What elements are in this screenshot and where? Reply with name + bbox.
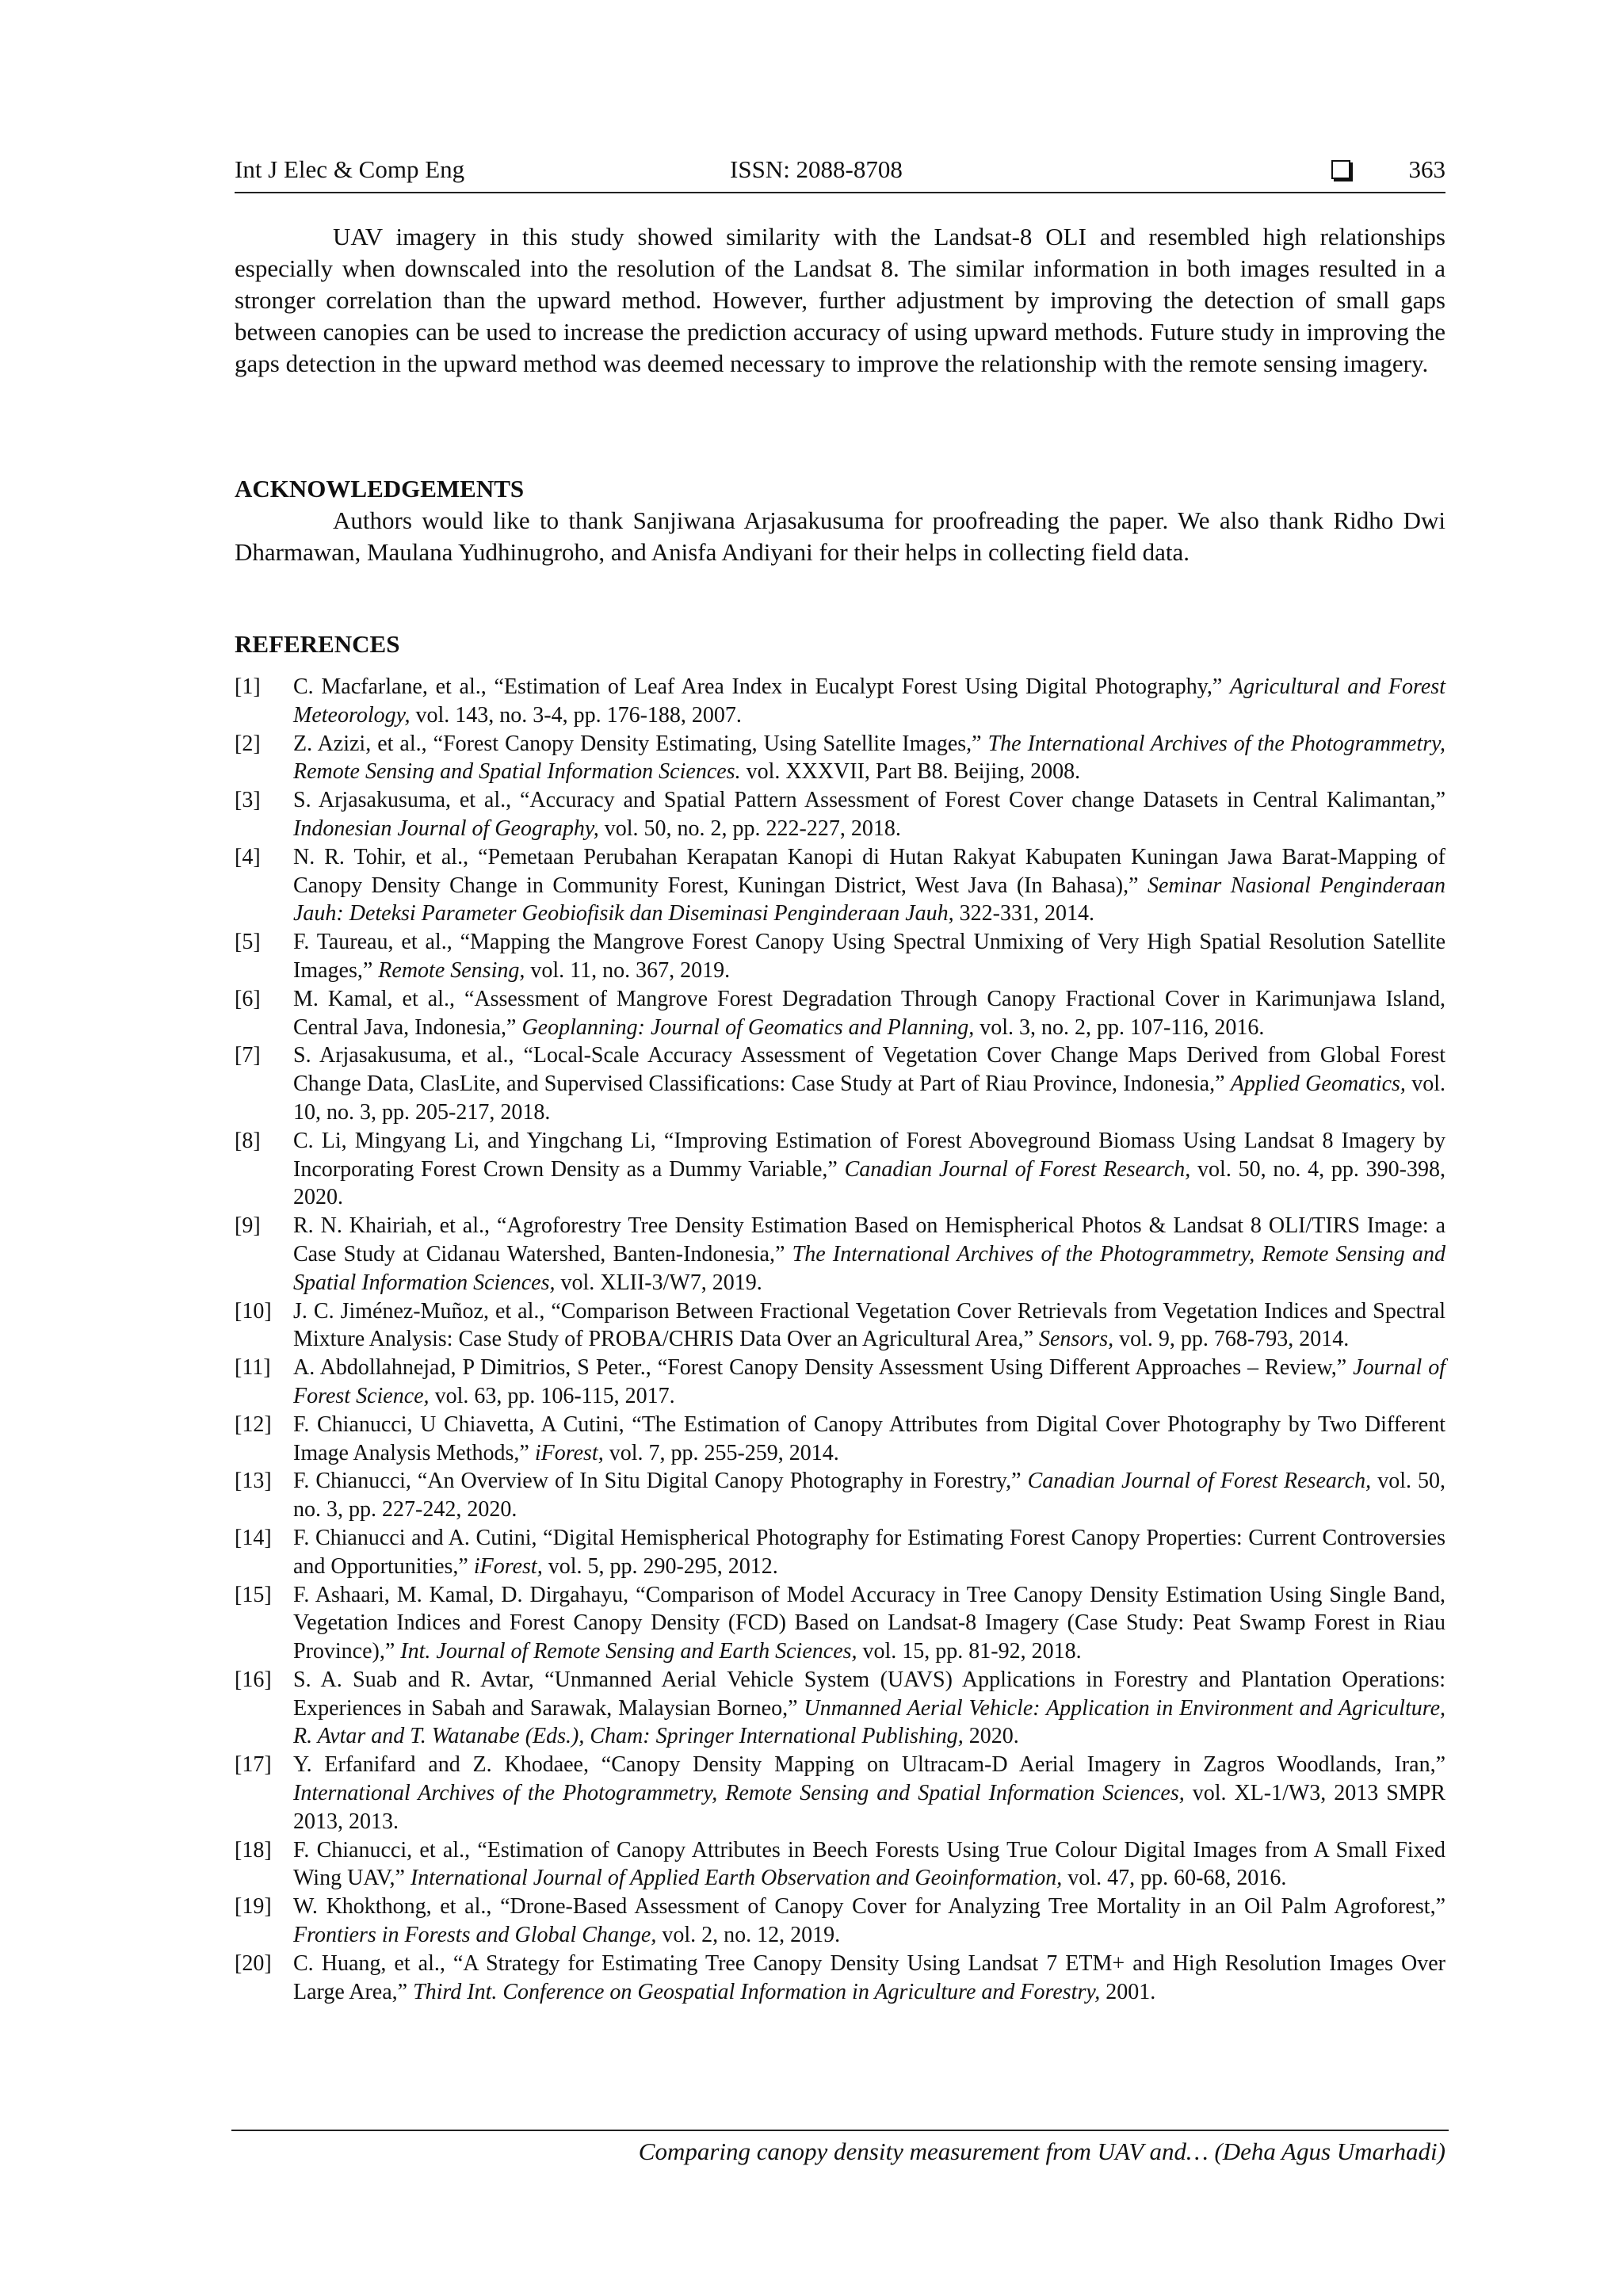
reference-number: [8] — [235, 1128, 261, 1153]
reference-item: [2] Z. Azizi, et al., “Forest Canopy Density Estimating, Using Satellite Images,” The International Archives of the Photogrammetry, Remote Sensing and Spatial Information Sciences. vol. XXXVII, Part B8. Beijing, 2008. — [235, 731, 1446, 785]
reference-item: [4] N. R. Tohir, et al., “Pemetaan Perubahan Kerapatan Kanopi di Hutan Rakyat Kabupaten Kuningan Jawa Barat-Mapping of Canopy Density Change in Community Forest, Kuningan District, West Java (In Bahasa),” Seminar Nasional Penginderaan Jauh: Deteksi Parameter Geobiofisik dan Diseminasi Penginderaan Jauh, 322-331, 2014. — [235, 844, 1446, 926]
references-heading: REFERENCES — [235, 630, 400, 658]
reference-item: [17] Y. Erfanifard and Z. Khodaee, “Canopy Density Mapping on Ultracam-D Aerial Imagery in Zagros Woodlands, Iran,” International Archives of the Photogrammetry, Remote Sensing and Spatial Information Sciences, vol. XL-1/W3, 2013 SMPR 2013, 2013. — [235, 1752, 1445, 1834]
reference-item: [3] S. Arjasakusuma, et al., “Accuracy and Spatial Pattern Assessment of Forest Cover change Datasets in Central Kalimantan,” Indonesian Journal of Geography, vol. 50, no. 2, pp. 222-227, 2018. — [235, 788, 1445, 841]
reference-source: iForest, — [473, 1553, 543, 1579]
reference-source: Seminar Nasional Penginderaan Jauh: Deteksi Parameter Geobiofisik dan Diseminasi Penginderaan Jauh, — [293, 873, 1446, 926]
acknowledgements-heading: ACKNOWLEDGEMENTS — [235, 475, 525, 502]
reference-source: Int. Journal of Remote Sensing and Earth Sciences, — [400, 1639, 857, 1664]
reference-source: The International Archives of the Photogrammetry, Remote Sensing and Spatial Information Sciences, — [293, 1241, 1445, 1295]
reference-item: [13] F. Chianucci, “An Overview of In Situ Digital Canopy Photography in Forestry,” Canadian Journal of Forest Research, vol. 50, no. 3, pp. 227-242, 2020. — [235, 1469, 1445, 1522]
square-bullet-icon — [1331, 160, 1350, 179]
reference-number: [11] — [235, 1355, 271, 1381]
reference-item: [9] R. N. Khairiah, et al., “Agroforestry Tree Density Estimation Based on Hemispherical Photos & Landsat 8 OLI/TIRS Image: a Case Study at Cidanau Watershed, Banten-Indonesia,” The International Archives of the Photogrammetry, Remote Sensing and Spatial Information Sciences, vol. XLII-3/W7, 2019. — [235, 1213, 1445, 1295]
reference-item: [15] F. Ashaari, M. Kamal, D. Dirgahayu, “Comparison of Model Accuracy in Tree Canopy Density Estimation Using Single Band, Vegetation Indices and Forest Canopy Density (FCD) Based on Landsat-8 Imagery (Case Study: Peat Swamp Forest in Riau Province),” Int. Journal of Remote Sensing and Earth Sciences, vol. 15, pp. 81-92, 2018. — [235, 1582, 1445, 1664]
reference-item: [20] C. Huang, et al., “A Strategy for Estimating Tree Canopy Density Using Landsat 7 ETM+ and High Resolution Images Over Large Area,” Third Int. Conference on Geospatial Information in Agriculture and Forestry, 2001. — [235, 1950, 1445, 2004]
reference-list — [235, 673, 1445, 2006]
reference-source: International Archives of the Photogrammetry, Remote Sensing and Spatial Information Sciences, — [293, 1781, 1185, 1806]
reference-number: [5] — [235, 930, 261, 955]
reference-item: [11] A. Abdollahnejad, P Dimitrios, S Peter., “Forest Canopy Density Assessment Using Different Approaches – Review,” Journal of Forest Science, vol. 63, pp. 106-115, 2017. — [235, 1355, 1445, 1408]
reference-number: [1] — [235, 674, 261, 699]
reference-item: [6] M. Kamal, et al., “Assessment of Mangrove Forest Degradation Through Canopy Fractional Cover in Karimunjawa Island, Central Java, Indonesia,” Geoplanning: Journal of Geomatics and Planning, vol. 3, no. 2, pp. 107-116, 2016. — [235, 986, 1445, 1040]
reference-number: [6] — [235, 986, 261, 1011]
reference-source: Canadian Journal of Forest Research, — [1027, 1469, 1372, 1494]
reference-number: [4] — [235, 844, 261, 869]
journal-name: Int J Elec & Comp Eng — [235, 155, 465, 183]
reference-number: [13] — [235, 1469, 272, 1494]
reference-number: [16] — [235, 1667, 272, 1692]
issn-label: ISSN: 2088-8708 — [730, 155, 903, 183]
reference-source: Canadian Journal of Forest Research, — [844, 1156, 1191, 1182]
reference-source: Third Int. Conference on Geospatial Information in Agriculture and Forestry, — [413, 1979, 1101, 2004]
reference-source: Frontiers in Forests and Global Change, — [293, 1923, 657, 1948]
reference-item: [7] S. Arjasakusuma, et al., “Local-Scale Accuracy Assessment of Vegetation Cover Change Maps Derived from Global Forest Change Data, ClasLite, and Supervised Classifications: Case Study at Part of Riau Province, Indonesia,” Applied Geomatics, vol. 10, no. 3, pp. 205-217, 2018. — [235, 1043, 1445, 1125]
reference-item: [8] C. Li, Mingyang Li, and Yingchang Li, “Improving Estimation of Forest Aboveground Biomass Using Landsat 8 Imagery by Incorporating Forest Crown Density as a Dummy Variable,” Canadian Journal of Forest Research, vol. 50, no. 4, pp. 390-398, 2020. — [235, 1128, 1445, 1210]
reference-source: Geoplanning: Journal of Geomatics and Planning, — [521, 1014, 975, 1040]
reference-item: [14] F. Chianucci and A. Cutini, “Digital Hemispherical Photography for Estimating Forest Canopy Properties: Current Controversies and Opportunities,” iForest, vol. 5, pp. 290-295, 2012. — [235, 1525, 1445, 1579]
reference-source: Indonesian Journal of Geography, — [293, 816, 599, 841]
reference-number: [12] — [235, 1412, 272, 1437]
reference-number: [20] — [235, 1950, 272, 1976]
footer-divider — [231, 2130, 1449, 2131]
reference-source: Journal of Forest Science, — [293, 1355, 1445, 1408]
reference-number: [2] — [235, 731, 261, 756]
running-header — [235, 155, 1445, 193]
reference-item: [1] C. Macfarlane, et al., “Estimation of Leaf Area Index in Eucalypt Forest Using Digital Photography,” Agricultural and Forest Meteorology, vol. 143, no. 3-4, pp. 176-188, 2007. — [235, 674, 1445, 728]
reference-item: [5] F. Taureau, et al., “Mapping the Mangrove Forest Canopy Using Spectral Unmixing of Very High Spatial Resolution Satellite Images,” Remote Sensing, vol. 11, no. 367, 2019. — [235, 930, 1445, 983]
reference-item: [10] J. C. Jiménez-Muñoz, et al., “Comparison Between Fractional Vegetation Cover Retrievals from Vegetation Indices and Spectral Mixture Analysis: Case Study of PROBA/CHRIS Data Over an Agricultural Area,” Sensors, vol. 9, pp. 768-793, 2014. — [235, 1298, 1445, 1352]
reference-item: [18] F. Chianucci, et al., “Estimation of Canopy Attributes in Beech Forests Using True Colour Digital Images from A Small Fixed Wing UAV,” International Journal of Applied Earth Observation and Geoinformation, vol. 47, pp. 60-68, 2016. — [235, 1837, 1445, 1891]
reference-source: iForest, — [534, 1440, 604, 1465]
running-footer: Comparing canopy density measurement from UAV and… (Deha Agus Umarhadi) — [638, 2137, 1445, 2165]
reference-source: Agricultural and Forest Meteorology, — [293, 674, 1445, 728]
reference-item: [19] W. Khokthong, et al., “Drone-Based Assessment of Canopy Cover for Analyzing Tree Mortality in an Oil Palm Agroforest,” Frontiers in Forests and Global Change, vol. 2, no. 12, 2019. — [235, 1894, 1445, 1948]
reference-number: [17] — [235, 1752, 272, 1778]
reference-item: [12] F. Chianucci, U Chiavetta, A Cutini, “The Estimation of Canopy Attributes from Digital Cover Photography by Two Different Image Analysis Methods,” iForest, vol. 7, pp. 255-259, 2014. — [235, 1412, 1445, 1465]
reference-number: [19] — [235, 1894, 272, 1920]
reference-number: [18] — [235, 1837, 272, 1862]
acknowledgements-paragraph: Authors would like to thank Sanjiwana Arjasakusuma for proofreading the paper. We also thank Ridho Dwi Dharmawan, Maulana Yudhinugroho, and Anisfa Andiyani for their helps in collecting field data. — [235, 506, 1445, 566]
reference-source: Unmanned Aerial Vehicle: Application in Environment and Agriculture, R. Avtar and T. Watanabe (Eds.), Cham: Springer International Publishing, — [293, 1695, 1446, 1749]
reference-number: [9] — [235, 1213, 261, 1239]
reference-source: The International Archives of the Photogrammetry, Remote Sensing and Spatial Information Sciences. — [293, 731, 1446, 785]
reference-number: [3] — [235, 788, 261, 813]
reference-number: [7] — [235, 1043, 261, 1068]
reference-number: [15] — [235, 1582, 272, 1607]
page-number: 363 — [1408, 155, 1445, 183]
reference-source: Sensors, — [1039, 1327, 1114, 1352]
reference-number: [14] — [235, 1525, 272, 1550]
reference-source: Applied Geomatics, — [1230, 1072, 1406, 1097]
reference-number: [10] — [235, 1298, 272, 1324]
conclusion-paragraph: UAV imagery in this study showed similarity with the Landsat-8 OLI and resembled high relationships especially when downscaled into the resolution of the Landsat 8. The similar information in both images resulted in a stronger correlation than the upward method. However, further adjustment by improving the detection of small gaps between canopies can be used to increase the prediction accuracy of using upward methods. Future study in improving the gaps detection in the upward method was deemed necessary to improve the relationship with the remote sensing imagery. — [235, 223, 1445, 377]
reference-source: International Journal of Applied Earth Observation and Geoinformation, — [410, 1866, 1063, 1891]
reference-source: Remote Sensing, — [378, 957, 525, 983]
reference-item: [16] S. A. Suab and R. Avtar, “Unmanned Aerial Vehicle System (UAVS) Applications in Forestry and Plantation Operations: Experiences in Sabah and Sarawak, Malaysian Borneo,” Unmanned Aerial Vehicle: Application in Environment and Agriculture, R. Avtar and T. Watanabe (Eds.), Cham: Springer International Publishing, 2020. — [235, 1667, 1446, 1749]
